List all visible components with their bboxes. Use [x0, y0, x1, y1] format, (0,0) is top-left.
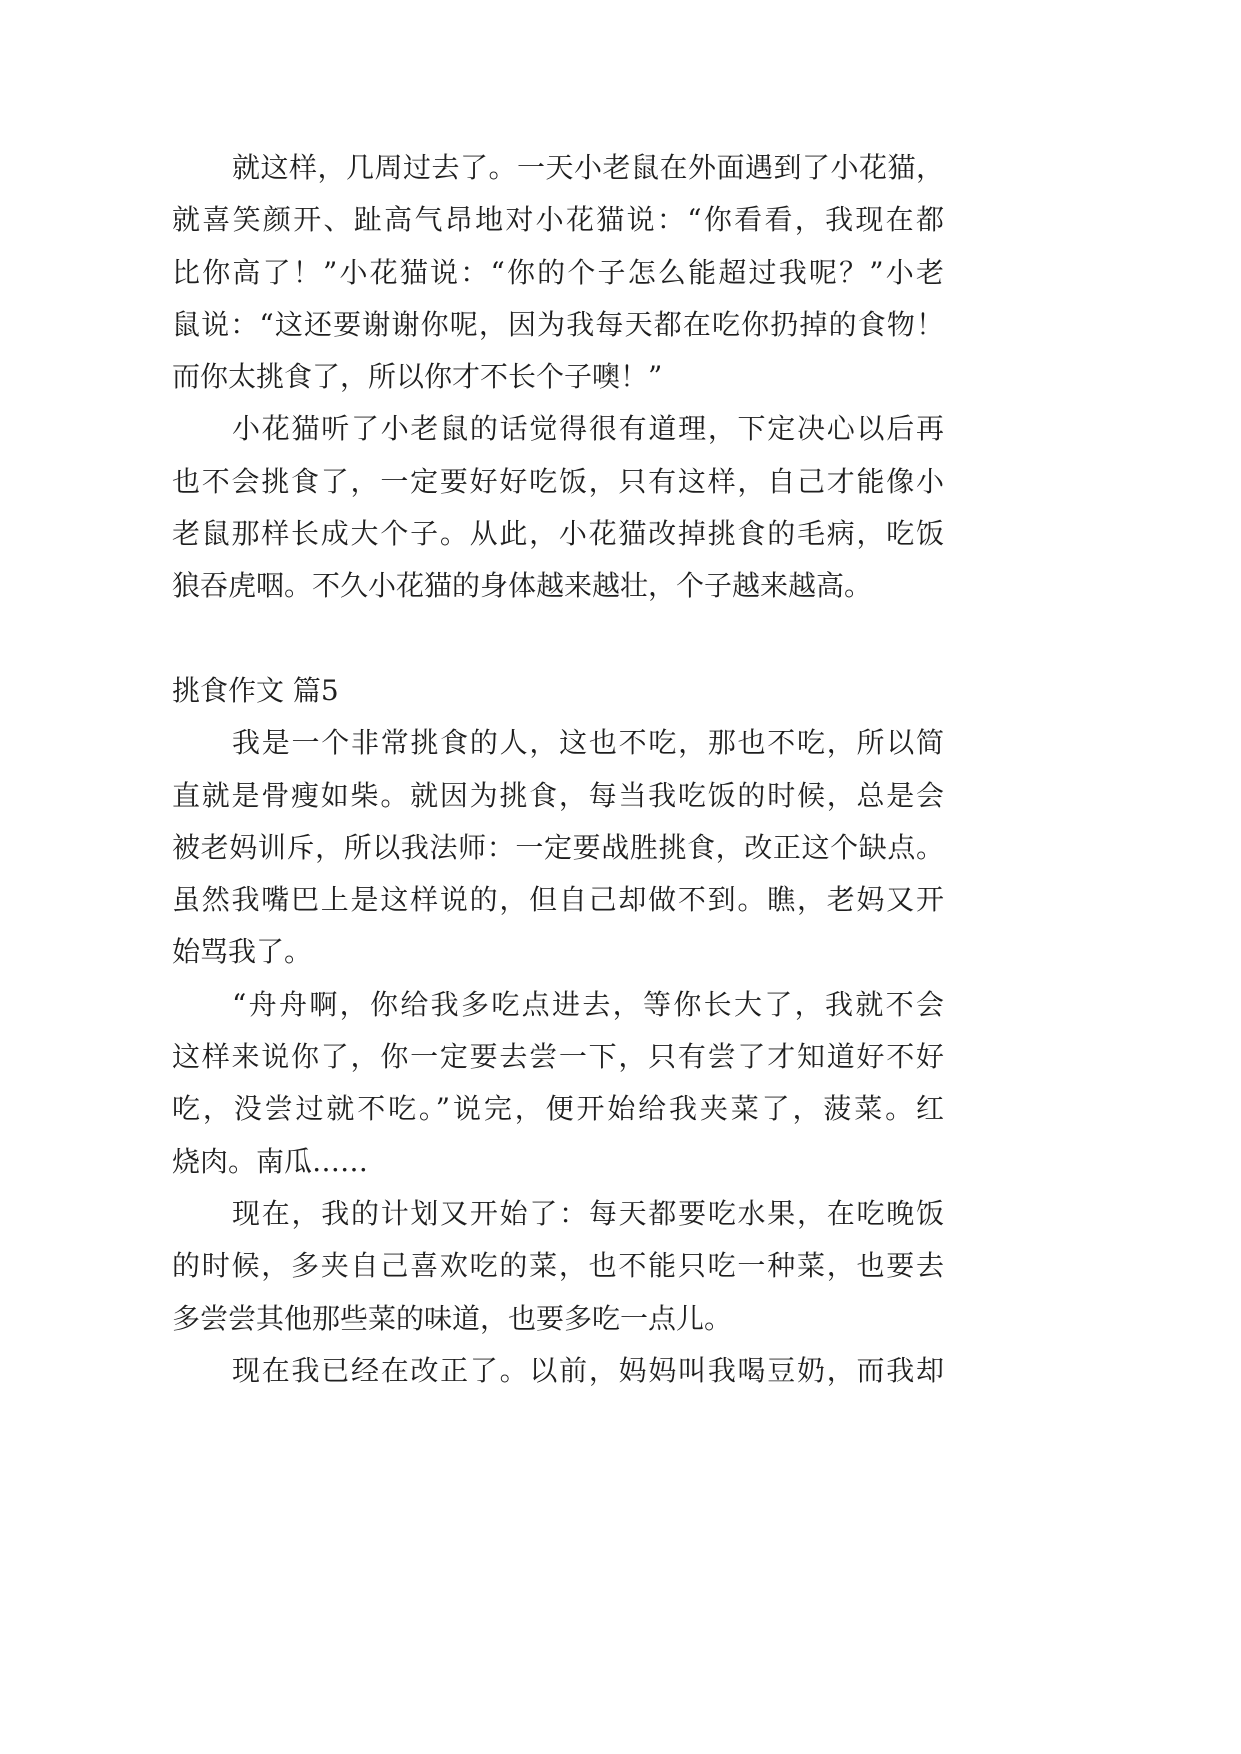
text-line: 烧肉。南瓜…… — [172, 1144, 369, 1178]
paragraph — [172, 979, 944, 1188]
text-line: 我是一个非常挑食的人，这也不吃，那也不吃，所以简 — [232, 726, 944, 760]
page-content — [172, 142, 944, 1397]
text-line: 虽然我嘴巴上是这样说的，但自己却做不到。瞧，老妈又开 — [172, 883, 944, 917]
text-line: 比你高了！”小花猫说：“你的个子怎么能超过我呢？”小老 — [172, 255, 944, 289]
paragraph — [172, 717, 944, 978]
text-line: 始骂我了。 — [172, 935, 313, 969]
text-line: 现在，我的计划又开始了：每天都要吃水果，在吃晚饭 — [232, 1196, 944, 1230]
text-line: 也不会挑食了，一定要好好吃饭，只有这样，自己才能像小 — [172, 464, 944, 498]
blank-line — [172, 613, 944, 665]
text-line: 直就是骨瘦如柴。就因为挑食，每当我吃饭的时候，总是会 — [172, 778, 944, 812]
text-line: 就这样，几周过去了。一天小老鼠在外面遇到了小花猫， — [232, 151, 944, 184]
text-line: 这样来说你了，你一定要去尝一下，只有尝了才知道好不好 — [172, 1040, 944, 1074]
paragraph — [172, 1188, 944, 1345]
text-line: 被老妈训斥，所以我法师：一定要战胜挑食，改正这个缺点。 — [172, 830, 944, 864]
text-line: 鼠说：“这还要谢谢你呢，因为我每天都在吃你扔掉的食物！ — [172, 307, 944, 341]
text-line: 小花猫听了小老鼠的话觉得很有道理，下定决心以后再 — [232, 412, 944, 446]
essay-title: 挑食作文 篇5 — [172, 673, 339, 707]
text-line: 现在我已经在改正了。以前，妈妈叫我喝豆奶，而我却 — [232, 1353, 944, 1387]
paragraph — [172, 403, 944, 612]
text-line: “舟舟啊，你给我多吃点进去，等你长大了，我就不会 — [232, 987, 944, 1021]
text-line: 多尝尝其他那些菜的味道，也要多吃一点儿。 — [172, 1301, 733, 1335]
text-line: 而你太挑食了，所以你才不长个子噢！” — [172, 360, 663, 394]
paragraph — [172, 142, 944, 403]
text-line: 的时候，多夹自己喜欢吃的菜，也不能只吃一种菜，也要去 — [172, 1249, 944, 1283]
text-line: 吃，没尝过就不吃。”说完，便开始给我夹菜了，菠菜。红 — [172, 1092, 944, 1126]
text-line: 狼吞虎咽。不久小花猫的身体越来越壮，个子越来越高。 — [172, 569, 873, 603]
text-line: 就喜笑颜开、趾高气昂地对小花猫说：“你看看，我现在都 — [172, 203, 944, 237]
paragraph — [172, 1345, 944, 1397]
text-line: 老鼠那样长成大个子。从此，小花猫改掉挑食的毛病，吃饭 — [172, 517, 944, 551]
